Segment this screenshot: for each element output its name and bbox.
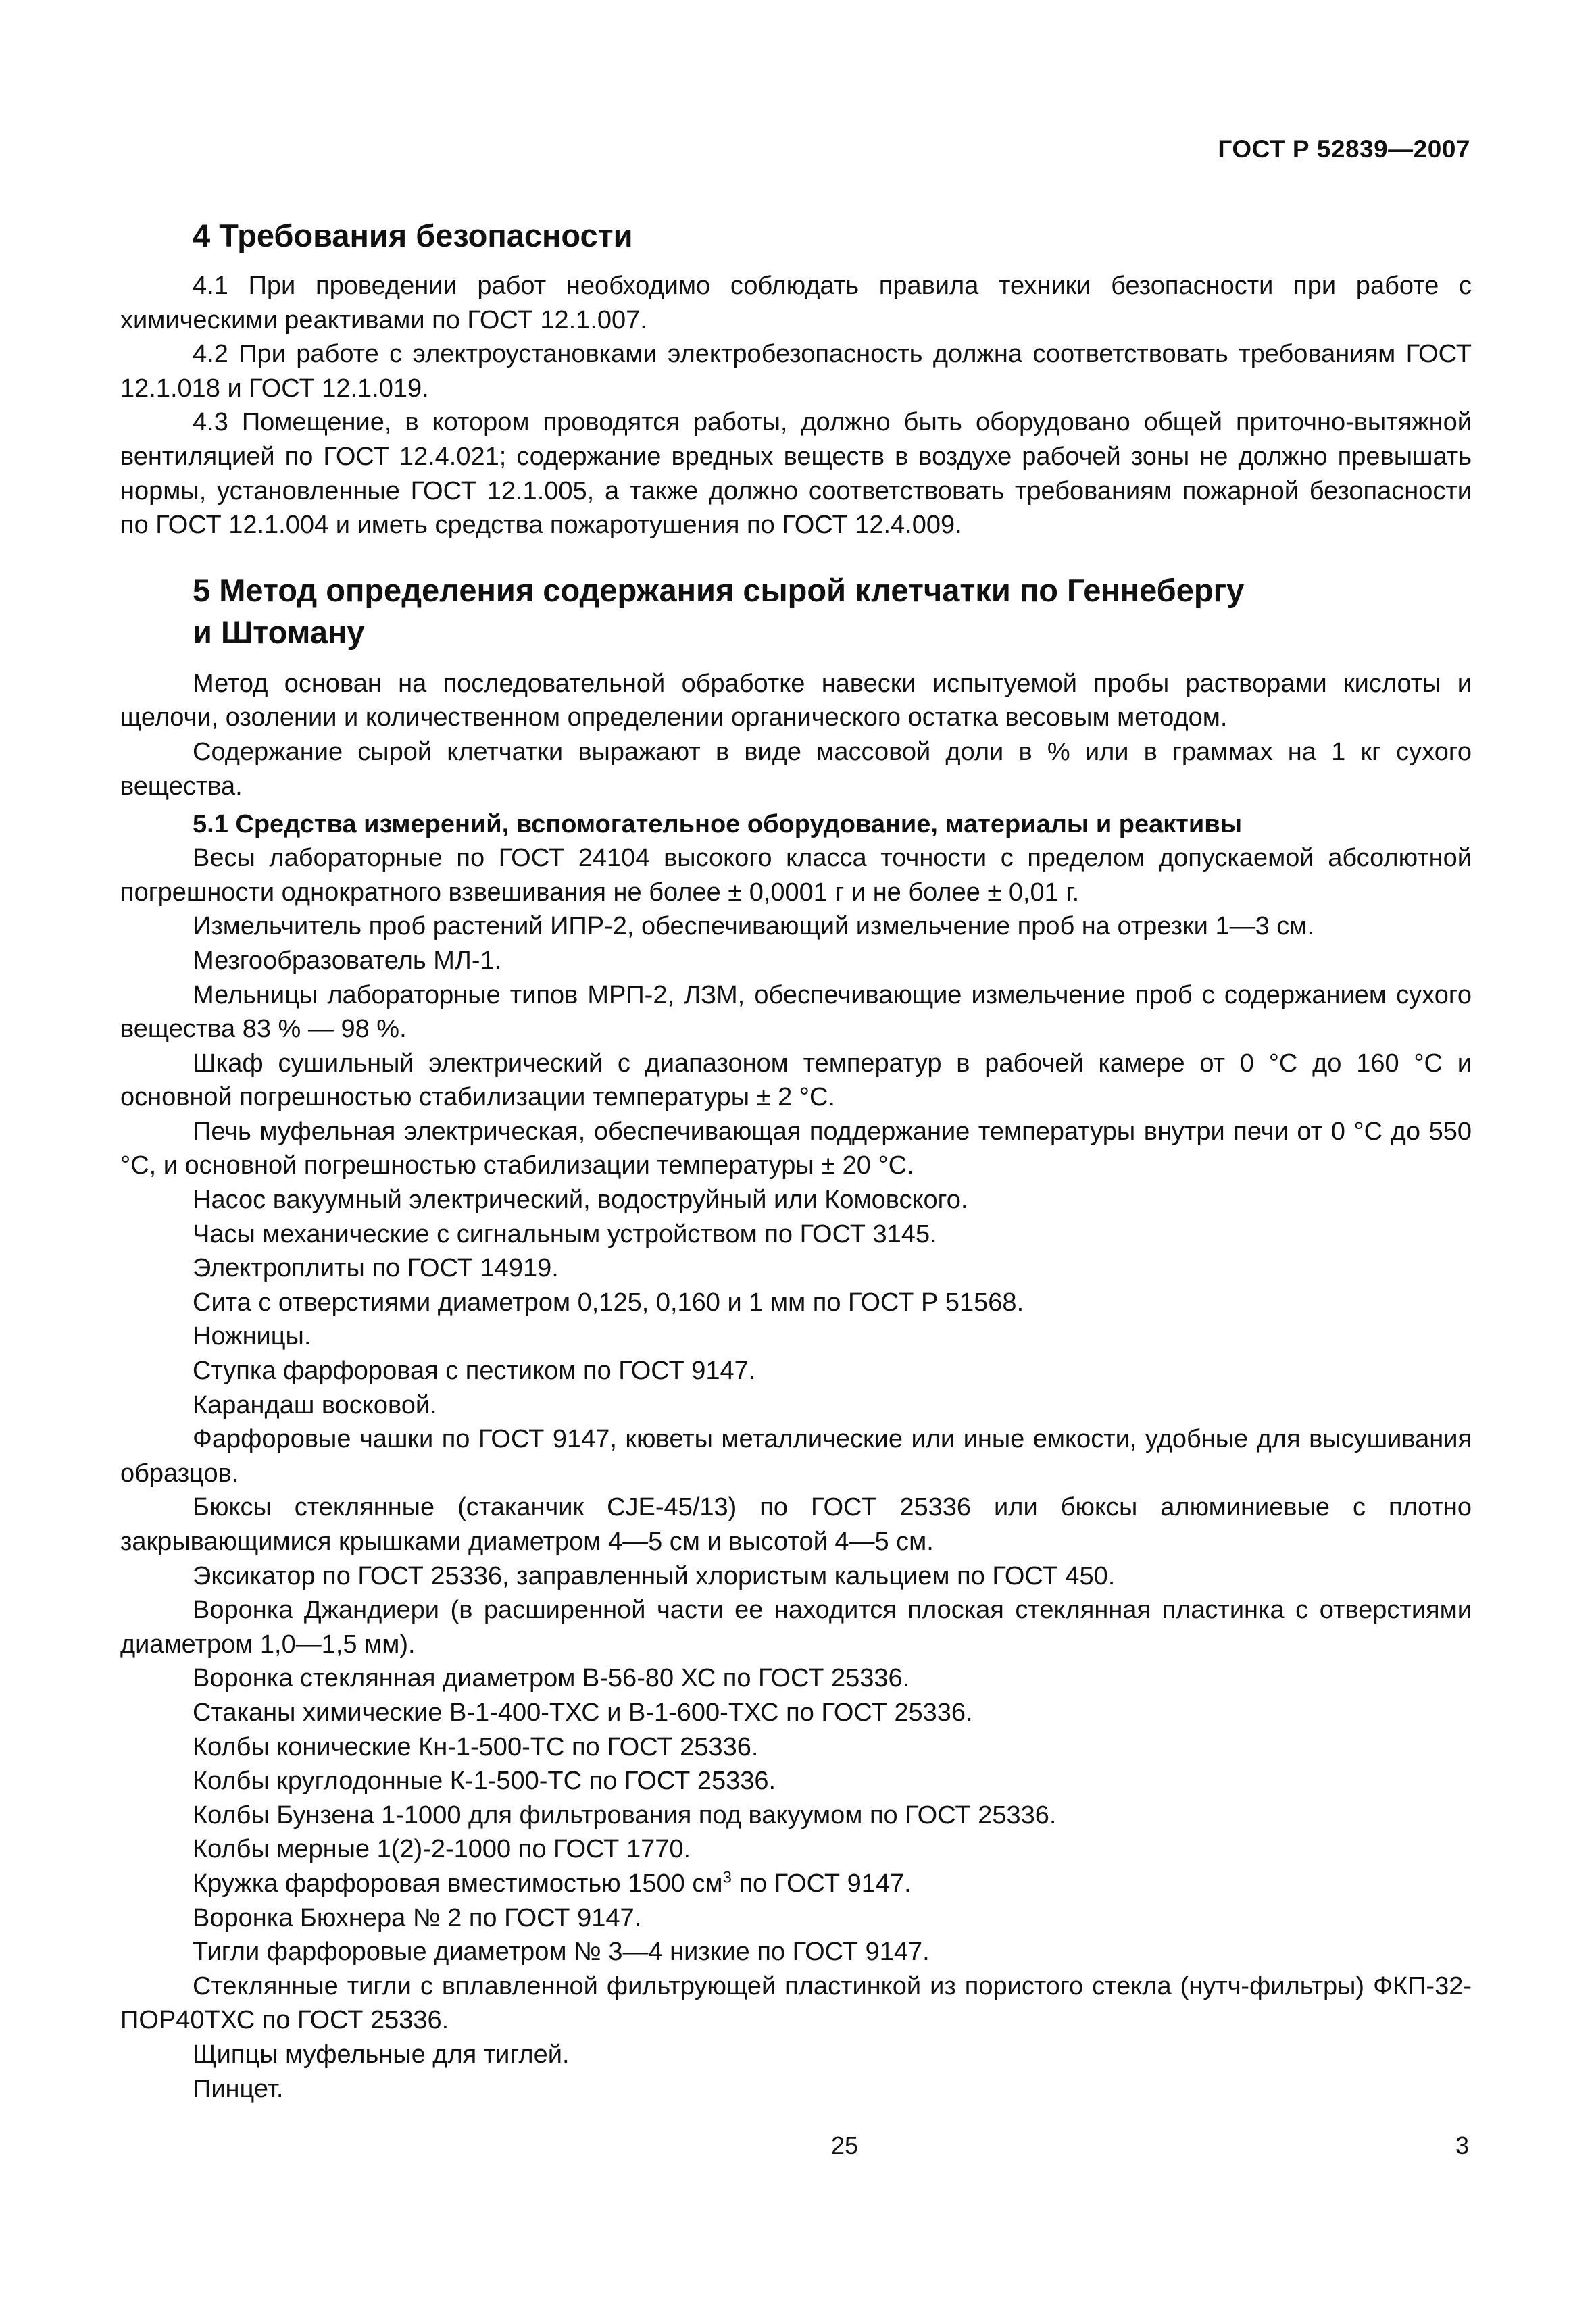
- document-body: [120, 215, 1472, 2106]
- equipment-item-mug: [120, 1867, 1472, 1901]
- paragraph-4-2: 4.2 При работе с электроустановками электробезопасность должна соответствовать требованиям ГОСТ 12.1.018 и ГОСТ 12.1.019.: [120, 340, 1472, 403]
- equipment-item: Воронка Бюхнера № 2 по ГОСТ 9147.: [193, 1903, 642, 1932]
- section-5-heading-line-2: и Штоману: [193, 613, 365, 650]
- paragraph-4-1: 4.1 При проведении работ необходимо соблюдать правила техники безопасности при работе с химическими реактивами по ГОСТ 12.1.007.: [120, 272, 1472, 334]
- equipment-item: Часы механические с сигнальным устройством по ГОСТ 3145.: [193, 1219, 937, 1249]
- equipment-item: Пинцет.: [193, 2074, 284, 2103]
- equipment-item: Весы лабораторные по ГОСТ 24104 высокого класса точности с пределом допускаемой абсолютной погрешности однократного взвешивания не более ± 0,0001 г и не более ± 0,01 г.: [120, 844, 1472, 907]
- document-code: ГОСТ Р 52839—2007: [1218, 135, 1470, 163]
- subsection-5-1-heading: 5.1 Средства измерений, вспомогательное оборудование, материалы и реактивы: [193, 810, 1243, 839]
- equipment-item: Колбы круглодонные К-1-500-ТС по ГОСТ 25336.: [193, 1767, 776, 1796]
- equipment-item: Печь муфельная электрическая, обеспечивающая поддержание температуры внутри печи от 0 °С до 550 °С, и основной погрешностью стабилизации температуры ± 20 °С.: [120, 1117, 1472, 1180]
- cubic-superscript: 3: [722, 1868, 732, 1887]
- equipment-item: Колбы мерные 1(2)-2-1000 по ГОСТ 1770.: [193, 1835, 691, 1864]
- equipment-item: Мезгообразователь МЛ-1.: [193, 946, 502, 975]
- equipment-item: Насос вакуумный электрический, водоструйный или Комовского.: [193, 1186, 968, 1215]
- equipment-item: Воронка Джандиери (в расширенной части ее находится плоская стеклянная пластинка с отверстиями диаметром 1,0—1,5 мм).: [120, 1596, 1472, 1659]
- equipment-item: Щипцы муфельные для тиглей.: [193, 2040, 570, 2069]
- equipment-item: Ступка фарфоровая с пестиком по ГОСТ 9147.: [193, 1357, 756, 1386]
- mug-text-tail: по ГОСТ 9147.: [731, 1869, 912, 1898]
- equipment-item: Воронка стеклянная диаметром В-56-80 ХС по ГОСТ 25336.: [193, 1664, 910, 1693]
- equipment-item: Эксикатор по ГОСТ 25336, заправленный хлористым кальцием по ГОСТ 450.: [193, 1561, 1116, 1590]
- section-5-intro-method: Метод основан на последовательной обработке навески испытуемой пробы растворами кислоты и щелочи, озолении и количественном определении органического остатка весовым методом.: [120, 669, 1472, 732]
- equipment-item: Шкаф сушильный электрический с диапазоном температур в рабочей камере от 0 °С до 160 °С и основной погрешностью стабилизации температуры ± 2 °С.: [120, 1049, 1472, 1112]
- equipment-item: Стеклянные тигли с вплавленной фильтрующей пластинкой из пористого стекла (нутч-фильтры) ФКП-32-ПОР40ТХС по ГОСТ 25336.: [120, 1971, 1472, 2035]
- equipment-item: Колбы конические Кн-1-500-ТС по ГОСТ 25336.: [193, 1732, 759, 1761]
- equipment-item: Сита с отверстиями диаметром 0,125, 0,160 и 1 мм по ГОСТ Р 51568.: [193, 1288, 1024, 1317]
- paragraph-4-3: 4.3 Помещение, в котором проводятся работы, должно быть оборудовано общей приточно-вытяжной вентиляцией по ГОСТ 12.4.021; содержание вредных веществ в воздухе рабочей зоны не должно превышать нормы, установленные ГОСТ 12.1.005, а также должно соответствовать требованиям пожарной безопасности по ГОСТ 12.1.004 и иметь средства пожаротушения по ГОСТ 12.4.009.: [120, 408, 1472, 540]
- section-4-heading: 4 Требования безопасности: [193, 218, 633, 253]
- equipment-item: Бюксы стеклянные (стаканчик CJE-45/13) по ГОСТ 25336 или бюксы алюминиевые с плотно закрывающимися крышками диаметром 4—5 см и высотой 4—5 см.: [120, 1493, 1472, 1556]
- equipment-item: Карандаш восковой.: [193, 1390, 437, 1419]
- sheet-number: 3: [1455, 2132, 1469, 2159]
- equipment-item: Фарфоровые чашки по ГОСТ 9147, кюветы металлические или иные емкости, удобные для высушивания образцов.: [120, 1425, 1472, 1488]
- equipment-item: Ножницы.: [193, 1322, 311, 1351]
- equipment-item: Электроплиты по ГОСТ 14919.: [193, 1254, 559, 1283]
- equipment-item: Тигли фарфоровые диаметром № 3—4 низкие по ГОСТ 9147.: [193, 1938, 930, 1967]
- page-number: 25: [831, 2132, 859, 2159]
- equipment-item: Измельчитель проб растений ИПР-2, обеспечивающий измельчение проб на отрезки 1—3 см.: [193, 912, 1314, 941]
- mug-text: Кружка фарфоровая вместимостью 1500 см: [193, 1869, 723, 1898]
- equipment-item: Стаканы химические В-1-400-ТХС и В-1-600-ТХС по ГОСТ 25336.: [193, 1698, 973, 1727]
- section-5-intro-content: Содержание сырой клетчатки выражают в виде массовой доли в % или в граммах на 1 кг сухого вещества.: [120, 737, 1472, 801]
- section-5-heading: [120, 570, 1472, 653]
- equipment-item: Мельницы лабораторные типов МРП-2, ЛЗМ, обеспечивающие измельчение проб с содержанием сухого вещества 83 % — 98 %.: [120, 980, 1472, 1044]
- section-5-heading-line-1: 5 Метод определения содержания сырой клетчатки по Геннебергу: [193, 572, 1245, 608]
- equipment-item: Колбы Бунзена 1-1000 для фильтрования под вакуумом по ГОСТ 25336.: [193, 1801, 1057, 1830]
